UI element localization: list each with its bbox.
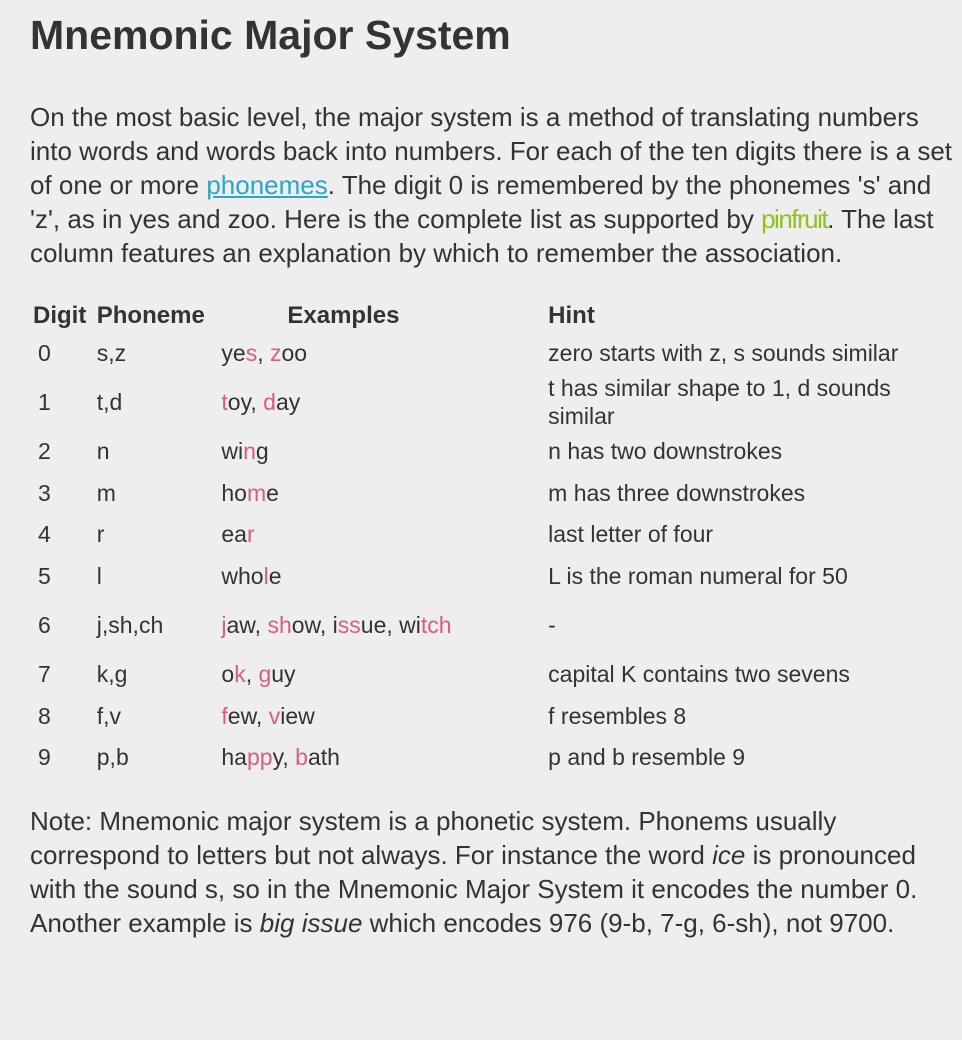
table-row: [30, 431, 962, 473]
header-examples: Examples: [287, 302, 400, 329]
cell-digit: 6: [38, 612, 51, 638]
example-text: ow,: [291, 612, 333, 638]
example-text: ue,: [360, 612, 400, 638]
example-text: e: [268, 562, 282, 589]
phoneme-highlight: l: [263, 562, 269, 589]
example-text: ye: [221, 339, 246, 366]
phoneme-highlight: k: [234, 661, 246, 688]
example-text: o: [221, 661, 235, 688]
example-text: wi: [399, 612, 421, 638]
cell-phoneme: p,b: [96, 744, 129, 771]
note-text-3: which encodes 976 (9-b, 7-g, 6-sh), not 9700.: [362, 908, 895, 938]
table-header-row: [30, 300, 962, 332]
example-text: e: [266, 479, 279, 506]
phoneme-highlight: f: [221, 702, 228, 729]
example-text: ,: [257, 339, 270, 366]
table-row: [30, 695, 962, 737]
example-text: wi: [221, 438, 244, 465]
cell-examples: [221, 737, 548, 779]
example-text: y,: [272, 744, 296, 771]
table-row: [30, 374, 962, 431]
intro-text-3: . The last column features an explanation by which to remember the association.: [30, 204, 934, 268]
cell-examples: [221, 514, 548, 556]
phoneme-highlight: m: [246, 479, 267, 506]
header-hint: Hint: [548, 302, 595, 329]
cell-digit: 3: [38, 479, 51, 506]
cell-examples: [221, 597, 548, 654]
table-row: [30, 472, 962, 514]
page-title: Mnemonic Major System: [30, 12, 511, 58]
cell-phoneme: n: [96, 438, 110, 465]
note-text-2: is pronounced with the sound s, so in the Mnemonic Major System it encodes the number 0. Another example is: [30, 840, 918, 938]
phoneme-highlight: d: [263, 389, 276, 415]
phoneme-highlight: ss: [337, 612, 361, 638]
phoneme-highlight: tch: [420, 612, 452, 638]
example-text: i: [332, 612, 338, 638]
cell-hint: last letter of four: [548, 521, 714, 548]
note-text-1: Note: Mnemonic major system is a phonetic system. Phonems usually correspond to letters but not always. For instance the word: [30, 806, 837, 870]
table-row: [30, 555, 962, 597]
phoneme-highlight: z: [269, 339, 282, 366]
phoneme-highlight: r: [246, 521, 255, 548]
note-em-big-issue: big issue: [259, 908, 363, 938]
cell-examples: [221, 332, 548, 374]
phoneme-highlight: sh: [267, 612, 292, 638]
cell-hint: p and b resemble 9: [548, 744, 746, 771]
phonemes-link[interactable]: phonemes: [206, 170, 328, 200]
cell-phoneme: l: [96, 562, 102, 589]
intro-text-2: . The digit 0 is remembered by the phonemes 's' and 'z', as in yes and zoo. Here is the complete list as supported by: [30, 170, 932, 234]
phoneme-highlight: g: [258, 661, 272, 688]
cell-phoneme: k,g: [96, 661, 128, 688]
table-row: [30, 332, 962, 374]
cell-digit: 9: [38, 744, 51, 771]
cell-phoneme: f,v: [96, 702, 122, 729]
note-paragraph: [30, 804, 955, 940]
cell-digit: 7: [38, 661, 51, 688]
note-em-ice: ice: [712, 840, 746, 870]
cell-hint: -: [548, 612, 556, 638]
cell-hint: f resembles 8: [548, 702, 687, 729]
cell-hint: capital K contains two sevens: [548, 661, 850, 688]
table-row: [30, 597, 962, 654]
major-system-table: [30, 300, 962, 778]
example-text: ew,: [227, 702, 269, 729]
example-text: ,: [245, 661, 259, 688]
example-text: oo: [281, 339, 308, 366]
phoneme-highlight: n: [243, 438, 256, 465]
cell-phoneme: s,z: [96, 339, 127, 366]
cell-phoneme: m: [96, 479, 116, 506]
phoneme-highlight: v: [268, 702, 281, 729]
cell-hint: n has two downstrokes: [548, 438, 783, 465]
cell-hint: zero starts with z, s sounds similar: [548, 339, 899, 366]
phoneme-highlight: j: [221, 612, 227, 638]
cell-examples: [221, 472, 548, 514]
pinfruit-brand: pinfruit: [761, 204, 828, 234]
table-row: [30, 514, 962, 556]
example-text: g: [255, 438, 269, 465]
intro-text-1: On the most basic level, the major system is a method of translating numbers into words and words back into numbers. For each of the ten digits there is a set of one or more: [30, 102, 953, 200]
cell-examples: [221, 374, 548, 431]
phoneme-highlight: pp: [246, 744, 273, 771]
cell-phoneme: t,d: [96, 389, 123, 415]
cell-hint: m has three downstrokes: [548, 479, 806, 506]
example-text: aw,: [226, 612, 268, 638]
phoneme-highlight: b: [295, 744, 308, 771]
cell-examples: [221, 431, 548, 473]
table-row: [30, 654, 962, 696]
cell-phoneme: r: [96, 521, 105, 548]
example-text: who: [221, 562, 264, 589]
table-body: [30, 332, 962, 778]
table-row: [30, 737, 962, 779]
example-text: ho: [221, 479, 247, 506]
cell-examples: [221, 555, 548, 597]
cell-digit: 2: [38, 438, 51, 465]
example-text: ha: [221, 744, 247, 771]
example-text: ea: [221, 521, 247, 548]
cell-examples: [221, 695, 548, 737]
example-text: oy,: [227, 389, 264, 415]
intro-paragraph: [30, 100, 955, 270]
cell-phoneme: j,sh,ch: [96, 612, 164, 638]
cell-hint: t has similar shape to 1, d sounds similar: [548, 375, 891, 429]
header-digit: Digit: [33, 302, 87, 329]
cell-hint: L is the roman numeral for 50: [548, 562, 848, 589]
cell-digit: 5: [38, 562, 51, 589]
phoneme-highlight: t: [221, 389, 228, 415]
cell-digit: 0: [38, 339, 51, 366]
example-text: uy: [271, 661, 296, 688]
cell-digit: 1: [38, 389, 51, 415]
cell-digit: 8: [38, 702, 51, 729]
example-text: ay: [275, 389, 301, 415]
cell-examples: [221, 654, 548, 696]
cell-digit: 4: [38, 521, 51, 548]
phoneme-highlight: s: [245, 339, 258, 366]
example-text: ath: [307, 744, 340, 771]
header-phoneme: Phoneme: [96, 302, 205, 329]
example-text: iew: [280, 702, 315, 729]
